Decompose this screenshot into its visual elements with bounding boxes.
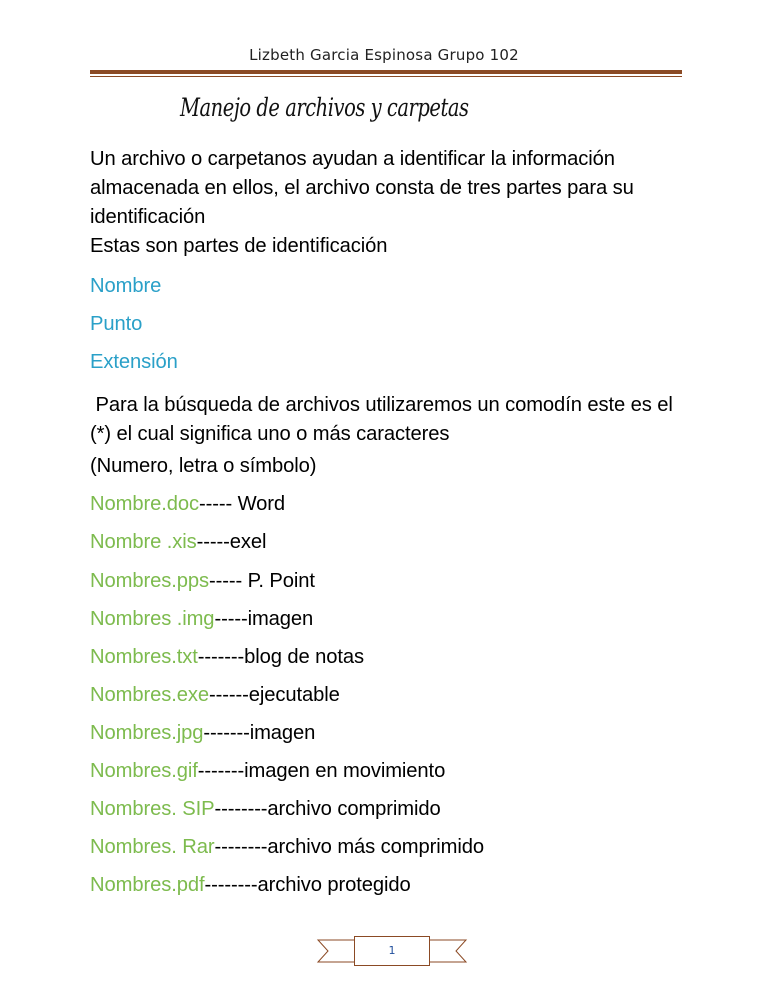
extension-row bbox=[90, 798, 441, 821]
page-number: 1 bbox=[354, 936, 430, 966]
part-item: Extensión bbox=[90, 351, 178, 373]
extension-desc: ----- P. Point bbox=[208, 570, 315, 592]
page-number-box bbox=[354, 936, 430, 966]
intro-paragraph: Un archivo o carpetanos ayudan a identificar la información almacenada en ellos, el archivo consta de tres partes para su identificación bbox=[90, 148, 634, 228]
extension-desc: --------archivo más comprimido bbox=[214, 836, 484, 858]
extension-name: Nombre.doc bbox=[90, 493, 199, 515]
extension-name: Nombres.pps bbox=[90, 570, 209, 592]
document-title: Manejo de archivos y carpetas bbox=[180, 93, 469, 122]
extension-row bbox=[90, 646, 364, 669]
extension-row bbox=[90, 608, 313, 631]
extension-row bbox=[90, 570, 315, 593]
extension-desc: -------blog de notas bbox=[197, 646, 365, 668]
extension-desc: --------archivo protegido bbox=[204, 874, 411, 896]
extension-name: Nombres. Rar bbox=[90, 836, 215, 858]
extension-desc: ------ejecutable bbox=[208, 684, 340, 706]
extension-desc: -------imagen en movimiento bbox=[197, 760, 446, 782]
extension-desc: --------archivo comprimido bbox=[214, 798, 441, 820]
extension-row bbox=[90, 531, 266, 554]
search-paragraph: Para la búsqueda de archivos utilizaremos un comodín este es el (*) el cual significa uno o más caracteres bbox=[90, 394, 684, 445]
header-rule bbox=[90, 70, 682, 74]
extension-desc: -----imagen bbox=[214, 608, 314, 630]
parts-intro: Estas son partes de identificación bbox=[90, 235, 388, 257]
extension-name: Nombre .xis bbox=[90, 531, 197, 553]
page-header: Lizbeth Garcia Espinosa Grupo 102 bbox=[249, 46, 519, 64]
extension-name: Nombres .img bbox=[90, 608, 215, 630]
part-item: Punto bbox=[90, 313, 143, 335]
extension-row bbox=[90, 874, 411, 897]
extension-row bbox=[90, 760, 445, 783]
part-item: Nombre bbox=[90, 275, 162, 297]
extension-desc: -------imagen bbox=[203, 722, 316, 744]
extension-row bbox=[90, 684, 340, 707]
extension-desc: ----- Word bbox=[198, 493, 286, 515]
extension-row bbox=[90, 493, 285, 516]
extension-row bbox=[90, 836, 484, 859]
extension-name: Nombres.jpg bbox=[90, 722, 204, 744]
extension-row bbox=[90, 722, 315, 745]
extension-desc: -----exel bbox=[196, 531, 267, 553]
extension-name: Nombres.gif bbox=[90, 760, 198, 782]
header-rule-thin bbox=[90, 76, 682, 77]
extension-name: Nombres. SIP bbox=[90, 798, 215, 820]
chars-note: (Numero, letra o símbolo) bbox=[90, 455, 317, 477]
extension-name: Nombres.txt bbox=[90, 646, 198, 668]
extension-name: Nombres.pdf bbox=[90, 874, 205, 896]
extension-name: Nombres.exe bbox=[90, 684, 209, 706]
